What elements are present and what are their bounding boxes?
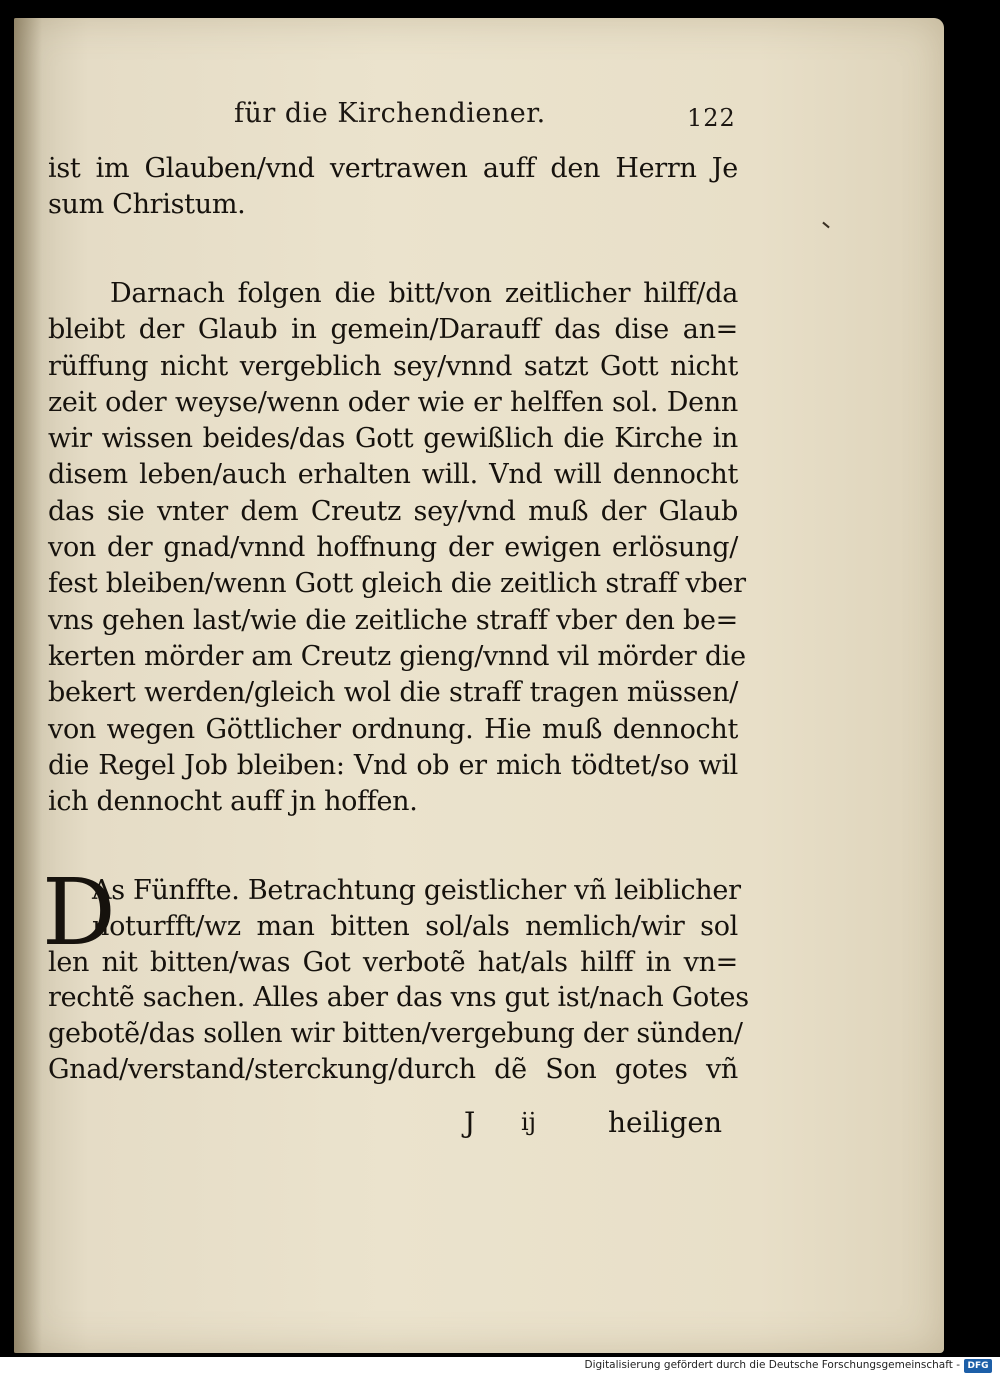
digitization-footer (0, 1357, 1000, 1376)
text-line: gebotẽ/das sollen wir bitten/vergebung der sünden/ (48, 1018, 743, 1050)
text-line: die Regel Job bleiben: Vnd ob er mich tödtet/so wil (48, 749, 738, 781)
paragraph-3 (42, 859, 749, 1088)
text-line: wir wissen beides/das Gott gewißlich die Kirche in (48, 423, 738, 455)
catchword: heiligen (608, 1106, 722, 1139)
text-line: von der gnad/vnnd hoffnung der ewigen erlösung/ (48, 532, 738, 564)
running-head: für die Kirchendiener. (234, 98, 546, 129)
ink-mark (822, 222, 829, 229)
text-line: zeit oder weyse/wenn oder wie er helffen sol. Denn (48, 386, 738, 418)
text-line: sum Christum. (48, 189, 246, 221)
text-line: bleibt der Glaub in gemein/Darauff das dise an= (48, 314, 738, 346)
page-number: 122 (687, 104, 736, 132)
drop-initial: D (42, 859, 116, 966)
catchword-line (464, 1106, 722, 1146)
text-line: noturfft/wz man bitten sol/als nemlich/wir sol (92, 910, 738, 942)
text-line: Gnad/verstand/sterckung/durch dẽ Son gotes vñ (48, 1053, 738, 1085)
text-line: vns gehen last/wie die zeitliche straff vber den be= (48, 604, 738, 636)
paragraph-2 (48, 276, 746, 820)
funding-credit: Digitalisierung gefördert durch die Deutsche Forschungsgemeinschaft - (584, 1359, 960, 1371)
text-line: rechtẽ sachen. Alles aber das vns gut ist/nach Gotes (48, 982, 749, 1014)
signature-leaf: ij (521, 1108, 537, 1136)
paragraph-1 (48, 151, 738, 224)
text-line: das sie vnter dem Creutz sey/vnd muß der Glaub (48, 495, 738, 527)
text-line: As Fünffte. Betrachtung geistlicher vñ leiblicher (92, 875, 741, 906)
text-line: bekert werden/gleich wol die straff tragen müssen/ (48, 677, 738, 709)
text-line: von wegen Göttlicher ordnung. Hie muß dennocht (48, 713, 738, 745)
signature-mark: J (464, 1106, 476, 1139)
text-line: disem leben/auch erhalten will. Vnd will dennocht (48, 459, 738, 491)
text-line: rüffung nicht vergeblich sey/vnnd satzt Gott nicht (48, 350, 738, 382)
text-line: Darnach folgen die bitt/von zeitlicher hilff/da (110, 278, 738, 309)
book-page (14, 18, 944, 1353)
text-line: fest bleiben/wenn Gott gleich die zeitlich straff vber (48, 568, 746, 600)
dfg-logo-icon: DFG (964, 1359, 992, 1373)
text-line: kerten mörder am Creutz gieng/vnnd vil mörder die (48, 640, 746, 672)
text-line: ich dennocht auff jn hoffen. (48, 786, 418, 818)
text-line: len nit bitten/was Got verbotẽ hat/als hilff in vn= (48, 946, 738, 978)
text-line: ist im Glauben/vnd vertrawen auff den Herrn Je (48, 153, 738, 184)
